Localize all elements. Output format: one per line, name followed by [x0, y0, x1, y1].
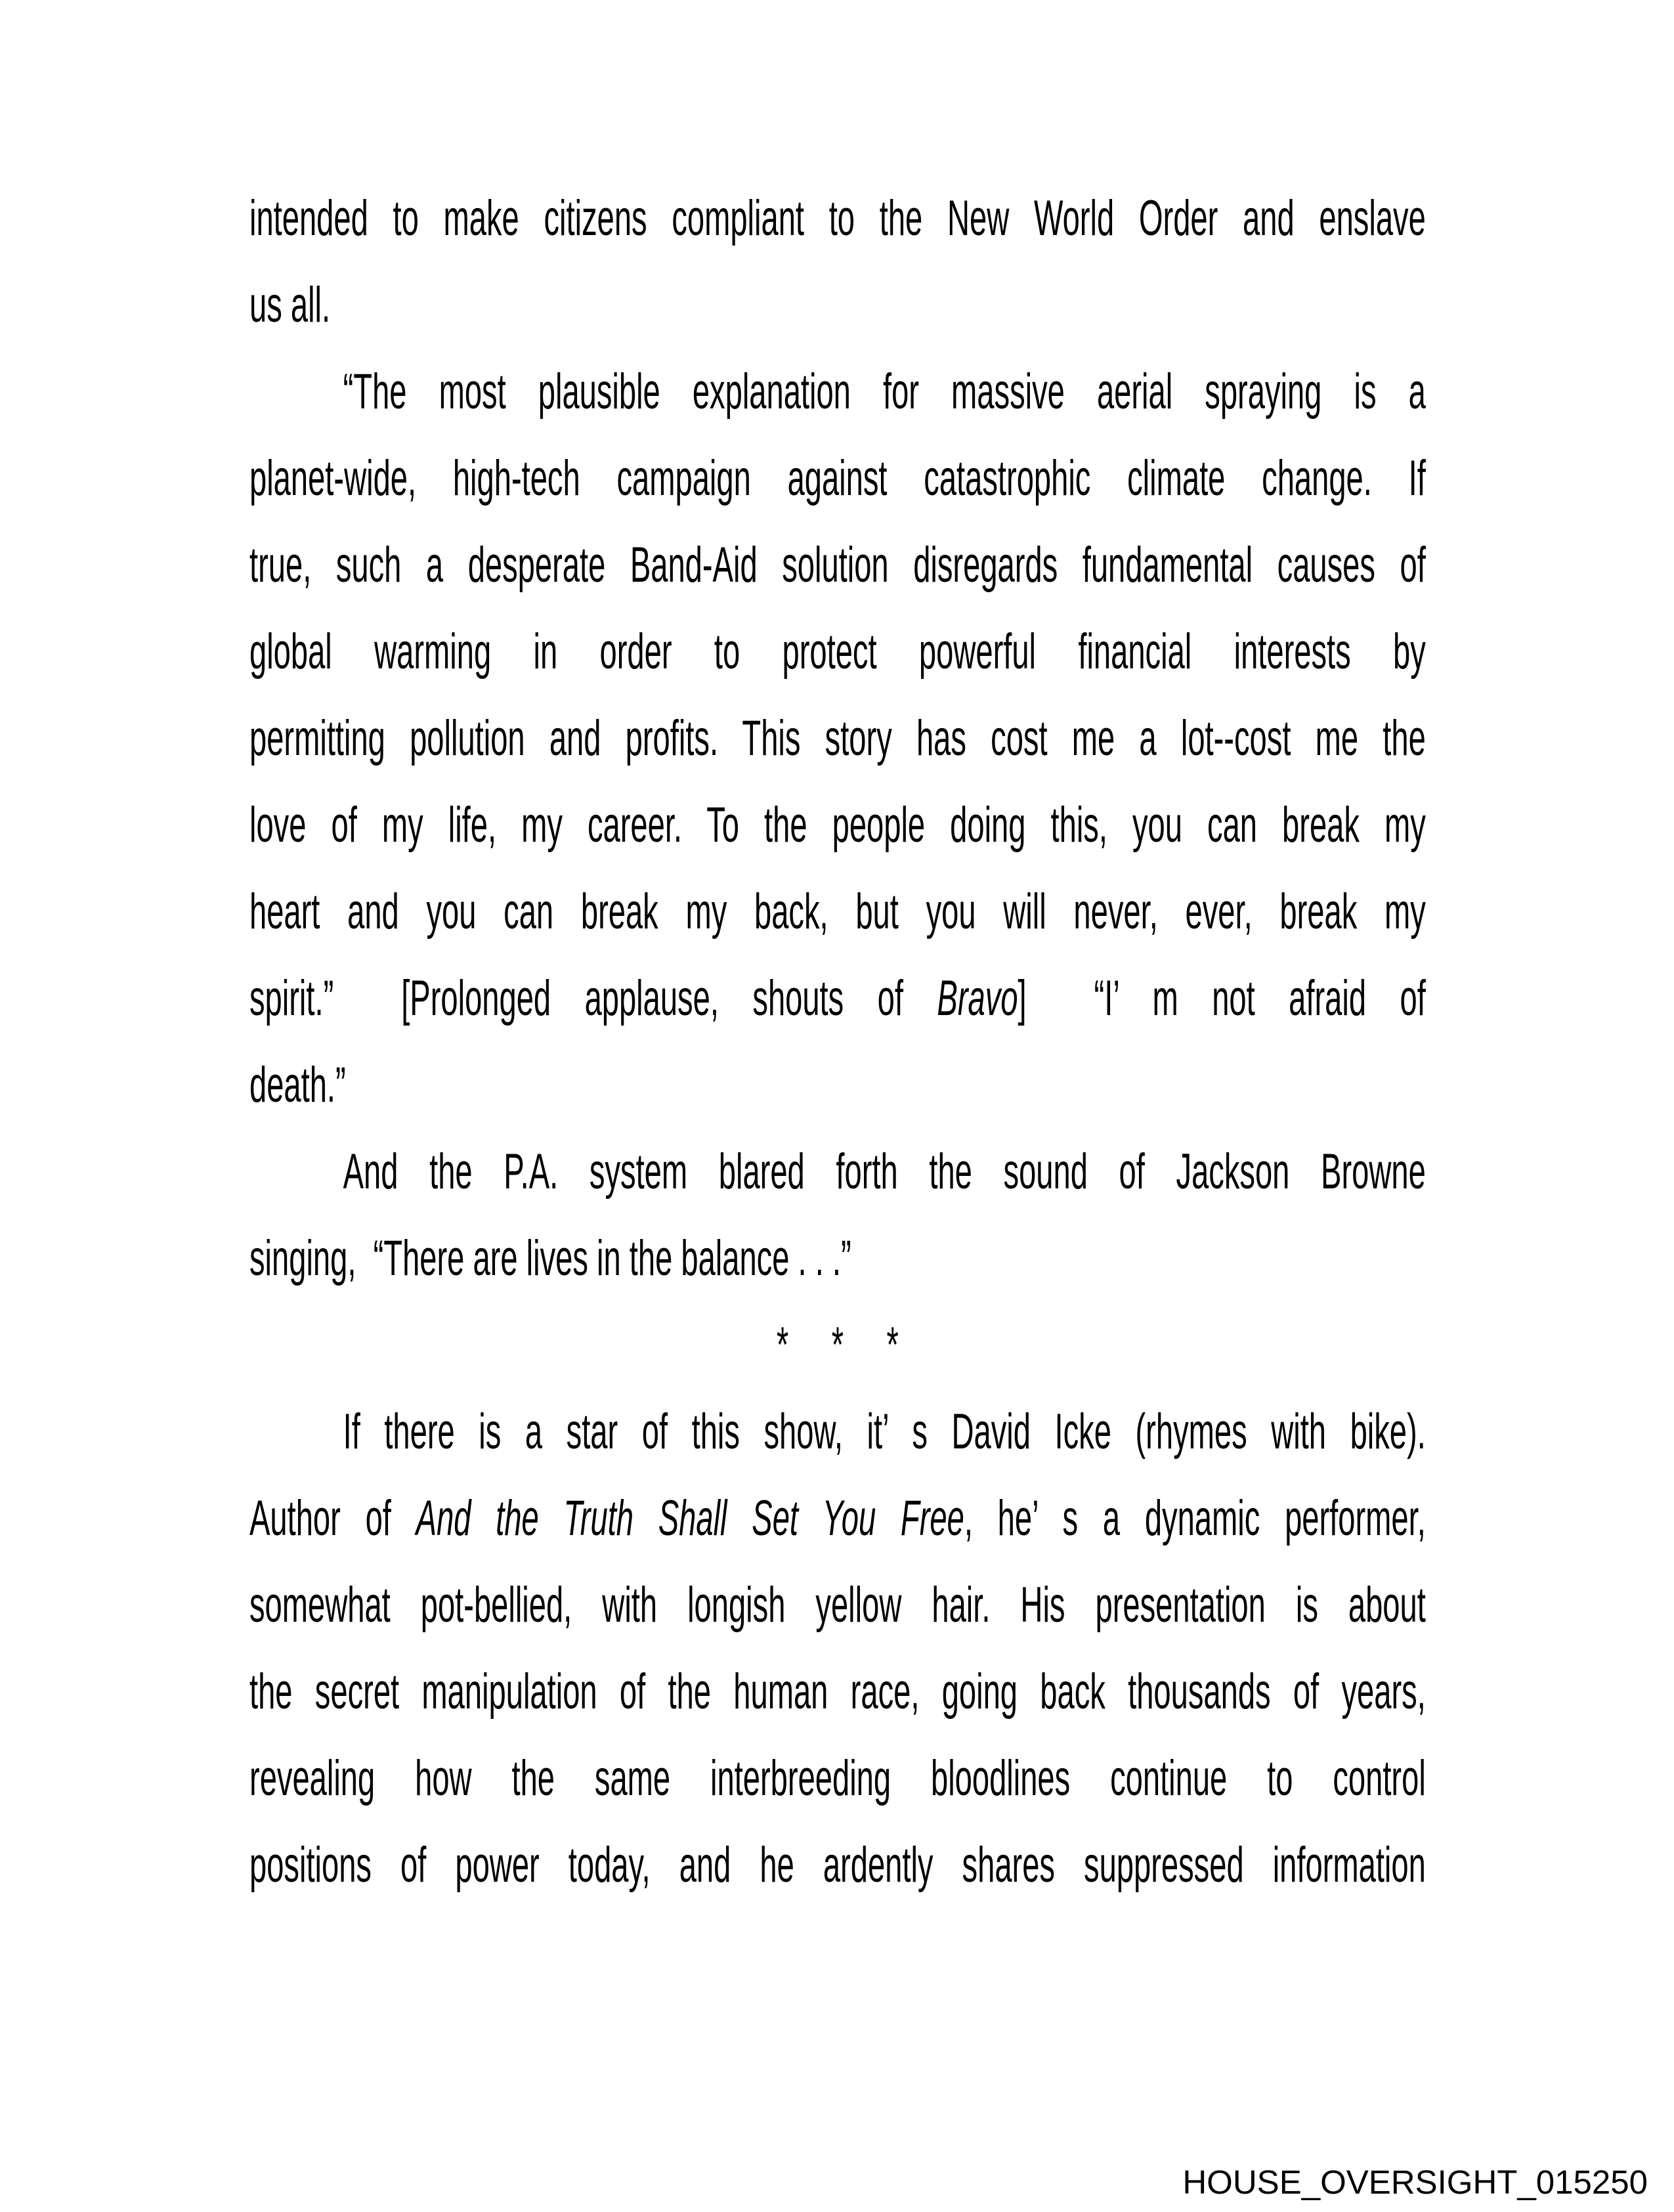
text-line: [249, 609, 1426, 695]
text-line: [249, 1649, 1426, 1735]
text-segment: true, such a desperate Band-Aid solution disregards fundamental causes of: [249, 537, 1426, 593]
text-line: [249, 1129, 1426, 1215]
text-segment: spirit.” [Prolonged applause, shouts of: [249, 970, 937, 1026]
text-line: [249, 869, 1426, 955]
text-segment: ] “I’ m not afraid of: [1018, 970, 1426, 1026]
text-line: [249, 695, 1426, 782]
text-line: [249, 782, 1426, 869]
text-line: [249, 1042, 1426, 1129]
text-line: [249, 955, 1426, 1042]
text-line: [249, 1475, 1426, 1562]
text-segment: planet-wide, high-tech campaign against catastrophic climate change. If: [249, 450, 1426, 506]
text-segment: heart and you can break my back, but you will never, ever, break my: [249, 884, 1426, 940]
text-line: [249, 1735, 1426, 1822]
bates-number: HOUSE_OVERSIGHT_015250: [1182, 2163, 1648, 2201]
italic-text-segment: Bravo: [937, 970, 1018, 1026]
text-line: [249, 1215, 1426, 1302]
text-segment: love of my life, my career. To the people doing this, you can break my: [249, 797, 1426, 853]
text-segment: And the P.A. system blared forth the sound of Jackson Browne: [343, 1144, 1426, 1200]
text-segment: “The most plausible explanation for massive aerial spraying is a: [343, 364, 1426, 420]
text-line: [249, 1822, 1426, 1909]
text-segment: Author of: [249, 1490, 416, 1546]
text-segment: somewhat pot-bellied, with longish yellow hair. His presentation is about: [249, 1577, 1426, 1633]
text-segment: * * *: [776, 1317, 899, 1373]
text-line: [249, 522, 1426, 609]
text-segment: death.”: [249, 1057, 346, 1113]
text-segment: singing, “There are lives in the balance . . .”: [249, 1230, 851, 1286]
document-body: [249, 175, 1426, 1909]
text-segment: permitting pollution and profits. This story has cost me a lot--cost me the: [249, 710, 1426, 766]
text-line: [249, 1302, 1426, 1389]
text-segment: the secret manipulation of the human race, going back thousands of years,: [249, 1664, 1426, 1720]
text-line: [249, 175, 1426, 262]
text-segment: intended to make citizens compliant to the New World Order and enslave: [249, 190, 1426, 246]
text-segment: revealing how the same interbreeding bloodlines continue to control: [249, 1750, 1426, 1806]
text-segment: us all.: [249, 277, 331, 333]
italic-text-segment: And the Truth Shall Set You Free: [416, 1490, 964, 1546]
text-line: [249, 1389, 1426, 1475]
text-segment: If there is a star of this show, it’ s David Icke (rhymes with bike).: [343, 1404, 1426, 1460]
text-line: [249, 262, 1426, 349]
text-segment: global warming in order to protect powerful financial interests by: [249, 624, 1426, 680]
text-segment: positions of power today, and he ardently shares suppressed information: [249, 1837, 1426, 1893]
text-line: [249, 349, 1426, 435]
text-segment: , he’ s a dynamic performer,: [964, 1490, 1426, 1546]
text-line: [249, 1562, 1426, 1649]
text-line: [249, 435, 1426, 522]
